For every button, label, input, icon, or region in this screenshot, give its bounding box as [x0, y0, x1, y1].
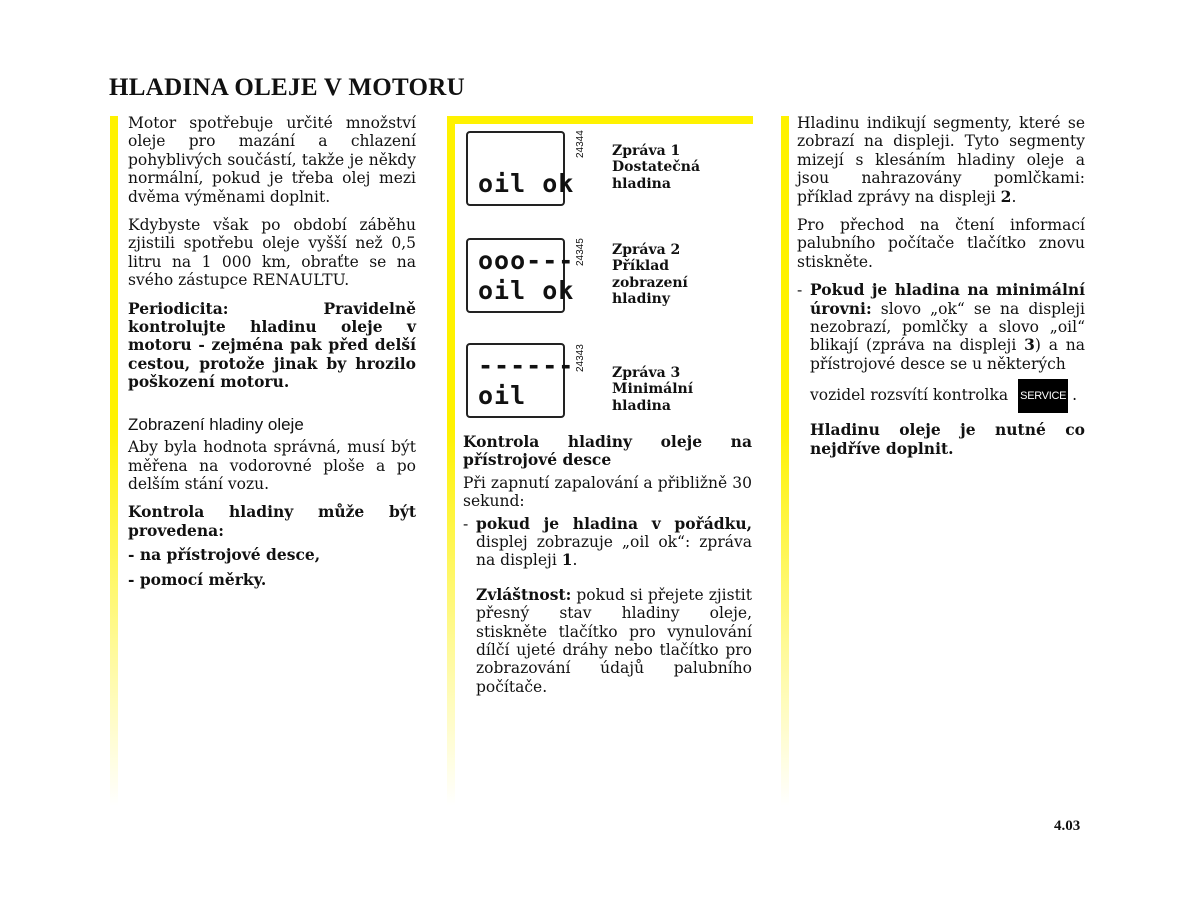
minimum-level-item: - Pokud je hladina na minimální úrovni: slovo „ok“ se na displeji nezobrazí, pomlčky a slovo „oil“ blikají (zpráva na displeji 3) a na přístrojové desce se u některých vozidel rozsvítí kontrolka SERVICE . [797, 281, 1085, 413]
display-1 [466, 131, 575, 206]
display-1-row-2: oil ok [478, 169, 575, 198]
intro-paragraph: Motor spotřebuje určité množství oleje pro mazání a chlazení pohyblivých součástí, takže je někdy normální, pokud je třeba olej mezi dvěma výměnami doplnit. [128, 114, 416, 206]
display-2-row-2: oil ok [478, 276, 575, 305]
right-column [797, 114, 1085, 466]
display-3-row-2: oil [478, 381, 527, 410]
figure-code-2: 24345 [575, 238, 586, 266]
check-options-heading: Kontrola hladiny může být provedena: [128, 502, 416, 540]
display-3-row-1: ------ [478, 351, 575, 380]
dashboard-check-heading: Kontrola hladiny oleje na přístrojové desce [463, 432, 752, 470]
special-note: Zvláštnost: pokud si přejete zjistit přesný stav hladiny oleje, stiskněte tlačítko pro vynulování dílčí ujeté dráhy nebo tlačítko pro zobrazování údajů palubního počítače. [476, 584, 752, 696]
display-2-caption: Zpráva 2 Příklad zobrazení hladiny [612, 242, 688, 308]
right-margin-bar [781, 116, 789, 806]
trip-computer-paragraph: Pro přechod na čtení informací palubního počítače tlačítko znovu stiskněte. [797, 216, 1085, 271]
figure-top-bar [447, 116, 753, 124]
display-2 [466, 238, 575, 313]
left-margin-bar [110, 116, 118, 806]
middle-column [463, 433, 752, 704]
display-2-row-1: ooo--- [478, 246, 575, 275]
check-option-dipstick: - pomocí měrky. [128, 569, 267, 589]
middle-margin-bar [447, 116, 455, 806]
measurement-paragraph: Aby byla hodnota správná, musí být měřena na vodorovné ploše a po delším stání vozu. [128, 438, 416, 493]
display-3-caption: Zpráva 3 Minimální hladina [612, 365, 694, 414]
left-column [128, 114, 416, 599]
page-title: HLADINA OLEJE V MOTORU [109, 74, 465, 101]
segments-paragraph: Hladinu indikují segmenty, které se zobrazí na displeji. Tyto segmenty mizejí s klesáním hladiny oleje a jsou nahrazovány pomlčkami: příklad zprávy na displeji 2. [797, 114, 1085, 206]
level-ok-item: - pokud je hladina v pořádku, displej zobrazuje „oil ok“: zpráva na displeji 1. [463, 513, 752, 570]
page-number: 4.03 [1054, 818, 1081, 834]
refill-warning: Hladinu oleje je nutné co nejdříve doplnit. [810, 420, 1085, 458]
display-1-caption: Zpráva 1 Dostatečná hladina [612, 143, 701, 192]
section-heading: Zobrazení hladiny oleje [128, 414, 304, 434]
periodicity-paragraph: Periodicita: Pravidelně kontrolujte hladinu oleje v motoru - zejména pak před delší cestou, protože jinak by hrozilo poškození motoru. [128, 298, 416, 392]
consumption-paragraph: Kdybyste však po období záběhu zjistili spotřebu oleje vyšší než 0,5 litru na 1 000 km, obraťte se na svého zástupce RENAULTU. [128, 216, 416, 290]
figure-code-1: 24344 [575, 130, 586, 158]
check-option-dashboard: - na přístrojové desce, [128, 545, 321, 565]
display-3 [466, 343, 575, 418]
figure-code-3: 24343 [575, 344, 586, 372]
ignition-paragraph: Při zapnutí zapalování a přibližně 30 sekund: [463, 473, 752, 511]
service-warning-icon: SERVICE [1018, 379, 1068, 413]
